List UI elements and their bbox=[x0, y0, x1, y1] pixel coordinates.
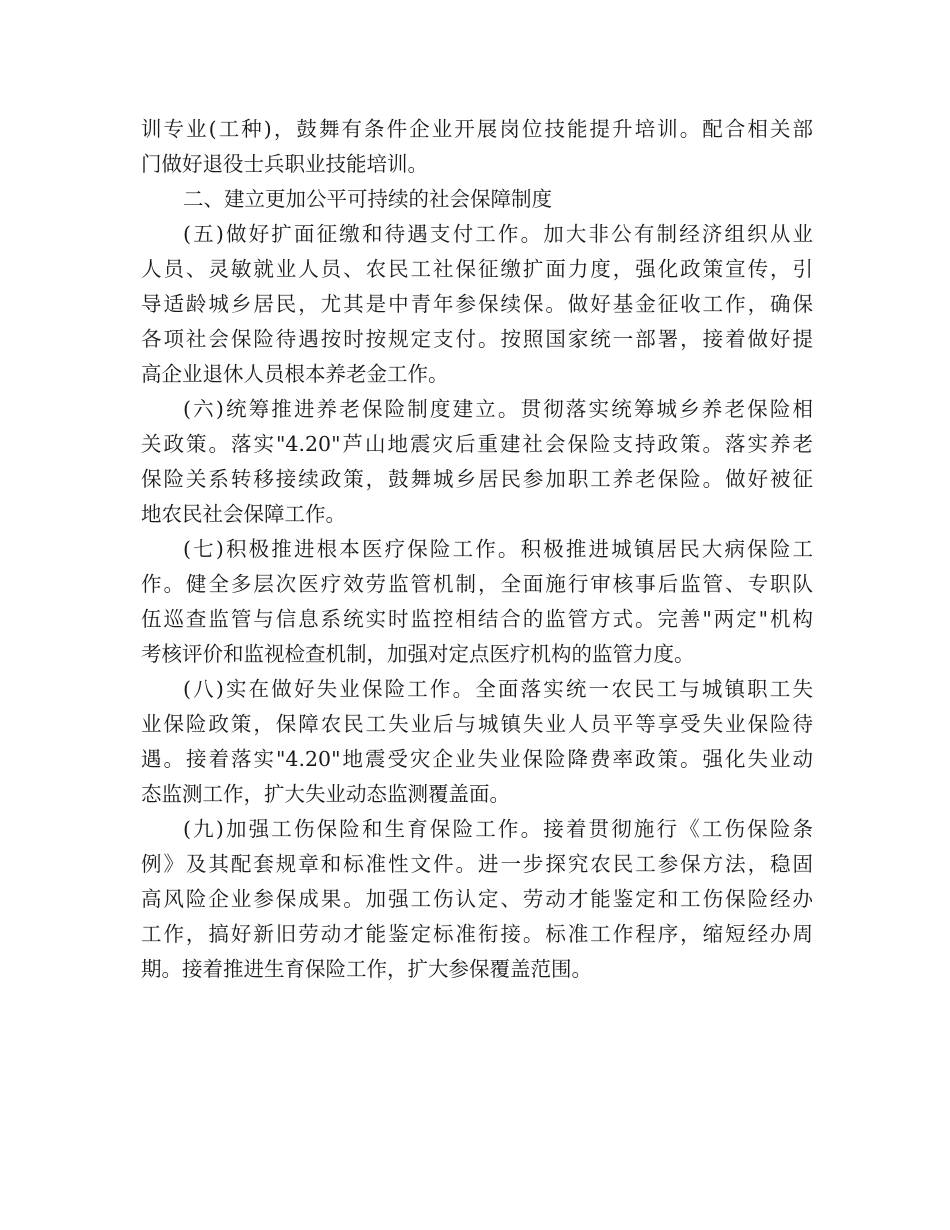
text-line: (七)积极推进根本医疗保险工作。积极推进城镇居民大病保险工 bbox=[183, 537, 813, 561]
text-line: 人员、灵敏就业人员、农民工社保征缴扩面力度，强化政策宣传，引 bbox=[141, 257, 813, 281]
paragraph-item-5 bbox=[141, 217, 813, 392]
paragraph-item-9 bbox=[141, 812, 813, 987]
text-line: 遇。接着落实"4.20"地震受灾企业失业保险降费率政策。强化失业动 bbox=[141, 747, 813, 771]
text-line: 高企业退休人员根本养老金工作。 bbox=[141, 362, 449, 386]
text-line: 地农民社会保障工作。 bbox=[141, 502, 346, 526]
paragraph-item-8 bbox=[141, 672, 813, 812]
text-line: 保险关系转移接续政策，鼓舞城乡居民参加职工养老保险。做好被征 bbox=[141, 467, 813, 491]
text-line: 门做好退役士兵职业技能培训。 bbox=[141, 152, 428, 176]
section-heading-text: 二、建立更加公平可持续的社会保障制度 bbox=[183, 187, 552, 211]
text-line: 高风险企业参保成果。加强工伤认定、劳动才能鉴定和工伤保险经办 bbox=[141, 887, 813, 911]
paragraph-item-6 bbox=[141, 392, 813, 532]
text-line: 伍巡查监管与信息系统实时监控相结合的监管方式。完善"两定"机构 bbox=[141, 607, 813, 631]
text-line: (八)实在做好失业保险工作。全面落实统一农民工与城镇职工失 bbox=[183, 677, 813, 701]
text-line: 作。健全多层次医疗效劳监管机制，全面施行审核事后监管、专职队 bbox=[141, 572, 813, 596]
text-line: (六)统筹推进养老保险制度建立。贯彻落实统筹城乡养老保险相 bbox=[183, 397, 813, 421]
section-heading bbox=[141, 182, 813, 217]
text-line: 训专业(工种)，鼓舞有条件企业开展岗位技能提升培训。配合相关部 bbox=[141, 117, 813, 141]
text-line: 工作，搞好新旧劳动才能鉴定标准衔接。标准工作程序，缩短经办周 bbox=[141, 922, 813, 946]
text-line: (九)加强工伤保险和生育保险工作。接着贯彻施行《工伤保险条 bbox=[183, 817, 813, 841]
text-line: 期。接着推进生育保险工作，扩大参保覆盖范围。 bbox=[141, 957, 592, 981]
text-line: 各项社会保险待遇按时按规定支付。按照国家统一部署，接着做好提 bbox=[141, 327, 813, 351]
text-line: 考核评价和监视检查机制，加强对定点医疗机构的监管力度。 bbox=[141, 642, 695, 666]
paragraph-continuation bbox=[141, 112, 813, 182]
paragraph-item-7 bbox=[141, 532, 813, 672]
text-line: 例》及其配套规章和标准性文件。进一步探究农民工参保方法，稳固 bbox=[141, 852, 813, 876]
text-line: 导适龄城乡居民，尤其是中青年参保续保。做好基金征收工作，确保 bbox=[141, 292, 813, 316]
text-line: 关政策。落实"4.20"芦山地震灾后重建社会保险支持政策。落实养老 bbox=[141, 432, 813, 456]
text-line: 态监测工作，扩大失业动态监测覆盖面。 bbox=[141, 782, 510, 806]
text-line: (五)做好扩面征缴和待遇支付工作。加大非公有制经济组织从业 bbox=[183, 222, 813, 246]
text-line: 业保险政策，保障农民工失业后与城镇失业人员平等享受失业保险待 bbox=[141, 712, 813, 736]
document-body bbox=[141, 112, 813, 987]
